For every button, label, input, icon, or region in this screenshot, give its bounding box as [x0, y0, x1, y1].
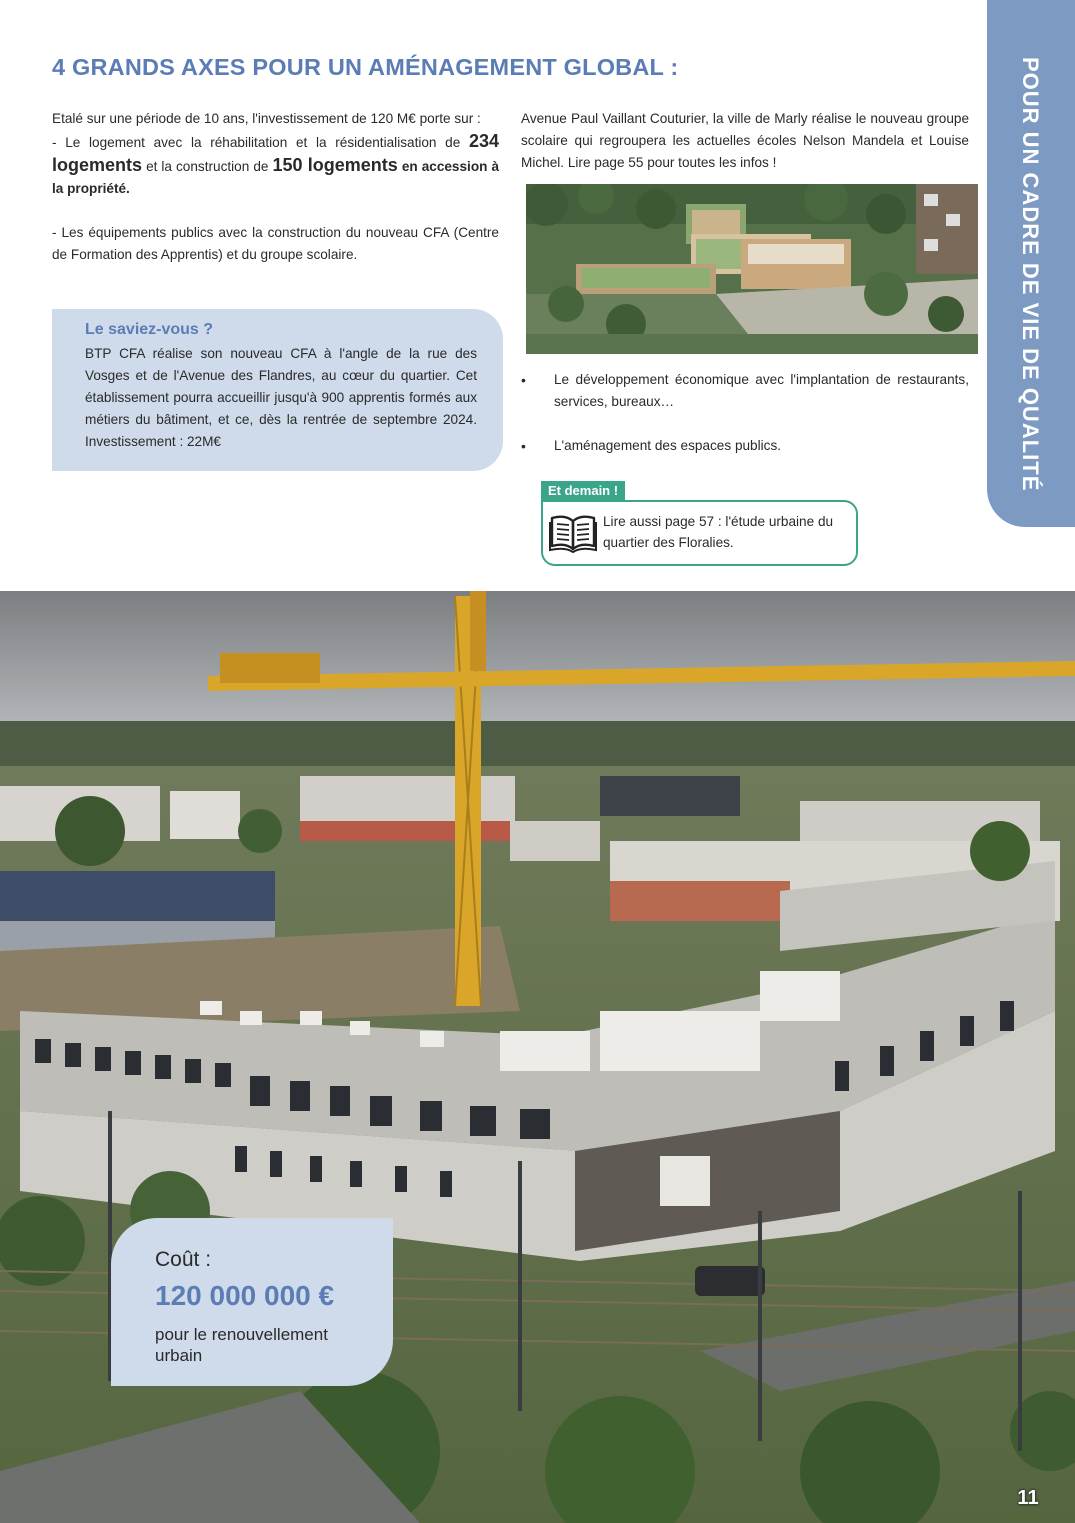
school-aerial-image — [526, 184, 978, 354]
logement-prefix: - Le logement avec la réhabilitation et la résidentialisation de — [52, 135, 461, 150]
did-you-know-box — [52, 309, 503, 471]
et-demain-text: Lire aussi page 57 : l'étude urbaine du quartier des Floralies. — [603, 514, 834, 550]
did-you-know-title: Le saviez-vous ? — [85, 321, 214, 338]
equipements-paragraph: - Les équipements publics avec la construction du nouveau CFA (Centre de Formation des Apprentis) et du groupe scolaire. — [52, 225, 499, 262]
list-item: • Le développement économique avec l'implantation de restaurants, services, bureaux… — [521, 369, 969, 413]
did-you-know-text: BTP CFA réalise son nouveau CFA à l'angle de la rue des Vosges et de l'Avenue des Flandres, au cœur du quartier. Cet établissement pourra accueillir jusqu'à 900 apprentis formés aux métiers du bâtiment, et ce, dès la rentrée de septembre 2024. Investissement : 22M€ — [85, 346, 477, 449]
logement-count-rehab: 234 logements — [52, 131, 499, 175]
et-demain-label: Et demain ! — [541, 481, 625, 501]
cost-value: 120 000 000 € — [155, 1280, 335, 1311]
logement-count-new: 150 logements — [272, 155, 398, 175]
cost-description: pour le renouvellement urbain — [155, 1325, 328, 1365]
intro-paragraph: Etalé sur une période de 10 ans, l'investissement de 120 M€ porte sur : — [52, 111, 481, 126]
school-aerial-illustration — [526, 184, 978, 354]
list-item: • L'aménagement des espaces publics. — [521, 435, 969, 457]
page-title: 4 GRANDS AXES POUR UN AMÉNAGEMENT GLOBAL : — [52, 54, 679, 80]
school-paragraph: Avenue Paul Vaillant Couturier, la ville de Marly réalise le nouveau groupe scolaire qui regroupera les actuelles écoles Nelson Mandela et Louise Michel. Lire page 55 pour toutes les infos ! — [521, 111, 969, 170]
side-tab-title: POUR UN CADRE DE VIE DE QUALITÉ — [1018, 57, 1043, 492]
open-book-icon — [549, 513, 597, 553]
cost-label: Coût : — [155, 1248, 212, 1271]
logement-middle: et la construction de — [146, 159, 269, 174]
et-demain-box — [541, 500, 858, 566]
axes-bullet-list — [521, 369, 969, 457]
logement-suffix: en accession à la propriété. — [52, 159, 500, 196]
cost-box — [111, 1218, 393, 1386]
logement-paragraph — [52, 130, 499, 200]
left-column — [52, 108, 499, 266]
page-number: 11 — [1017, 1487, 1039, 1509]
